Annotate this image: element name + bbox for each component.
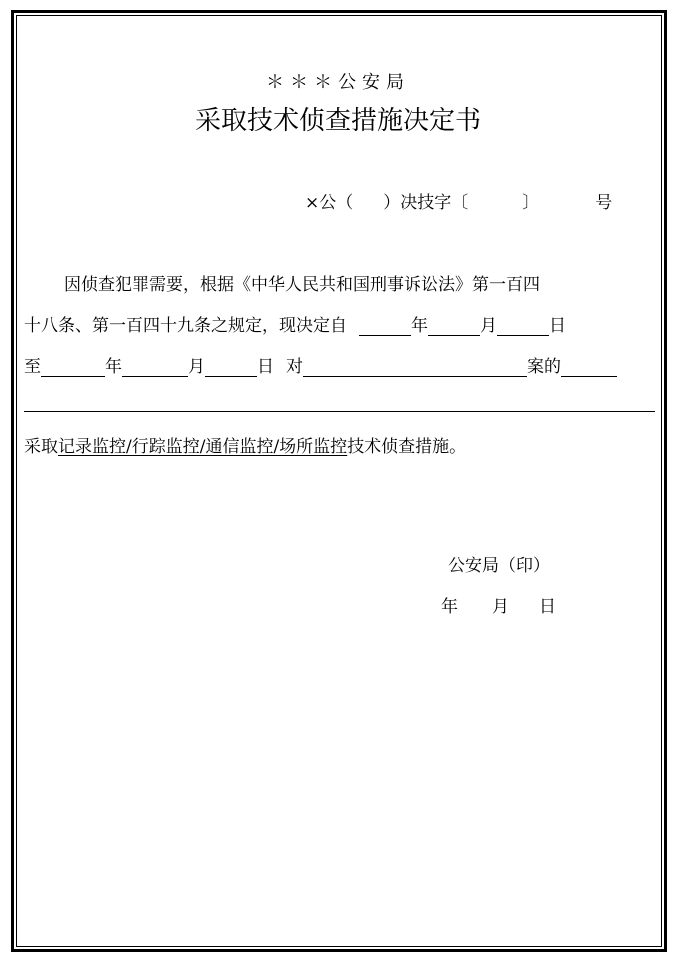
end-year-label: 年	[105, 357, 122, 377]
doc-number-prefix: ×公（	[305, 193, 354, 213]
case-of-label: 案的	[527, 357, 561, 377]
doc-number-close: 〕	[522, 193, 540, 213]
doc-number-middle: ）决技字〔	[383, 193, 469, 213]
body-line-1-text: 因侦查犯罪需要，根据《中华人民共和国刑事诉讼法》第一百四	[64, 275, 540, 295]
agency-name: ＊＊＊公安局	[266, 72, 410, 93]
body-line-3	[24, 352, 656, 377]
fill-in-rule[interactable]	[24, 411, 655, 412]
document-title: 采取技术侦查措施决定书	[194, 106, 481, 136]
measures-ending: 技术侦查措施。	[347, 437, 467, 457]
sig-day-label: 日	[539, 597, 556, 617]
start-year-blank[interactable]	[359, 317, 411, 336]
body-line-2-text: 十八条、第一百四十九条之规定，现决定自	[24, 316, 347, 336]
dui-label: 对	[286, 357, 303, 377]
case-name-blank[interactable]	[303, 358, 527, 377]
to-label: 至	[24, 357, 41, 377]
end-year-blank[interactable]	[41, 358, 105, 377]
end-day-blank[interactable]	[205, 358, 257, 377]
start-month-blank[interactable]	[428, 317, 480, 336]
measure-options: 记录监控/行踪监控/通信监控/场所监控	[58, 437, 348, 457]
body-line-1	[24, 270, 656, 295]
sig-month-label: 月	[492, 597, 509, 617]
start-day-label: 日	[549, 316, 566, 336]
end-month-label: 月	[188, 357, 205, 377]
body-line-5	[24, 432, 656, 457]
start-day-blank[interactable]	[497, 317, 549, 336]
seal-text: 公安局（印）	[448, 556, 550, 576]
inner-border	[16, 15, 662, 947]
seal-line	[448, 551, 550, 576]
end-month-blank[interactable]	[122, 358, 188, 377]
sig-year-label: 年	[441, 597, 458, 617]
end-day-label: 日	[257, 357, 274, 377]
document-number	[305, 188, 612, 213]
doc-number-suffix: 号	[595, 193, 613, 213]
subject-blank[interactable]	[561, 358, 617, 377]
adopt-label: 采取	[24, 437, 58, 457]
start-year-label: 年	[411, 316, 428, 336]
body-line-2	[24, 311, 656, 336]
start-month-label: 月	[480, 316, 497, 336]
date-line	[441, 592, 556, 617]
